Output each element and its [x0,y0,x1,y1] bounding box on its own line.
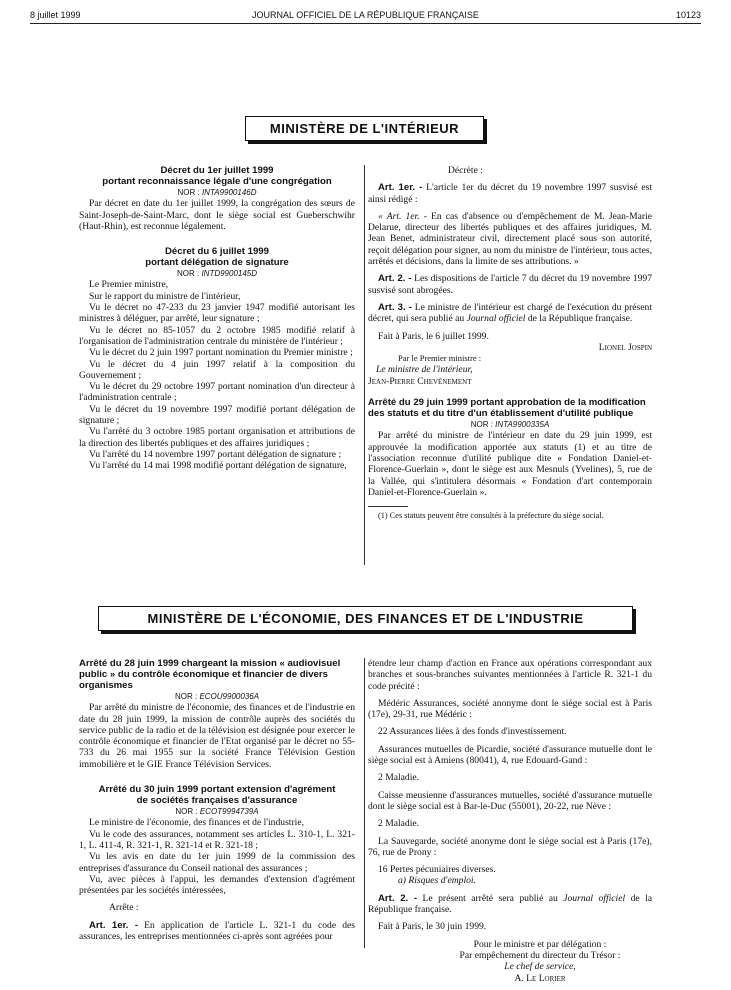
arrete-label: Arrête : [109,902,139,914]
arrete-28-juin-body: Par arrêté du ministre de l'économie, des finances et de l'industrie en date du 28 juin 1999, la mission de contrôle auprès des sociétés du service public de la radio et de la télévision est désignée pour exercer le contrôle économique et financier de l'Etat organisé par le décret no 55-733 du 26 mai 1955 sur la société France Télévision Gestion immobilière et le GIE France Télévision Services. [79,702,355,770]
insurer-item: Médéric Assurances, société anonyme dont le siège social est à Paris (17e), 29-31, rue Médéric : [368,697,652,721]
art1: Art. 1er. - L'article 1er du décret du 19 novembre 1997 susvisé est ainsi rédigé : [368,182,653,205]
insurer-item: Assurances mutuelles de Picardie, société d'assurance mutuelle dont le siège social est à Amiens (80041), 4, rue Edouard-Gand : [368,743,652,767]
decree2-para: Vu le décret no 85-1057 du 2 octobre 1985 modifié relatif à l'organisation de l'administration centrale du ministère de l'intérieur ; [79,324,355,347]
arrete-28-juin-nor: NOR : ECOU9900036A [174,692,260,701]
insurer-item: a) Risques d'emploi. [398,875,476,887]
decree2-title-line1: Décret du 6 juillet 1999 [165,246,269,258]
column-divider [364,658,365,948]
minister-title: Le ministre de l'intérieur, [376,364,473,376]
decrete-label: Décrète : [448,165,483,176]
section-title-interieur: MINISTÈRE DE L'INTÉRIEUR [245,116,484,141]
column-divider [364,165,365,565]
decree1-title-line1: Décret du 1er juillet 1999 [160,165,274,176]
par-premier-ministre: Par le Premier ministre : [398,353,482,364]
section1-left-column [79,165,355,472]
arrete-30-juin-para: Le ministre de l'économie, des finances et de l'industrie, [89,817,304,829]
arrete-30-juin-para: Vu, avec pièces à l'appui, les demandes d'extension d'agrément présentées par les sociétés intéressées, [79,873,355,897]
arrete-30-juin-para: Vu le code des assurances, notamment ses articles L. 310-1, L. 321-1, L. 411-4, R. 321-1, R. 321-14 et R. 321-18 ; [79,828,355,851]
fait-a-paris: Fait à Paris, le 6 juillet 1999. [378,330,489,342]
decree2-nor: NOR : INTD9900145D [176,269,258,279]
art3: Art. 3. - Le ministre de l'intérieur est chargé de l'exécution du présent décret, qui sera publié au Journal officiel de la République française. [368,301,652,325]
signature-line1: Pour le ministre et par délégation : [473,938,607,950]
arrete-30-juin-title-line2: de sociétés françaises d'assurance [136,795,298,807]
section2-left-column [79,658,355,942]
signature-line2: Par empêchement du directeur du Trésor : [459,949,621,961]
section1-right-column [368,165,652,521]
decree2-para: Vu le décret du 29 octobre 1997 portant nomination d'un directeur à l'administration centrale ; [79,381,355,404]
insurer-item: 2 Maladie. [378,772,420,784]
decree2-title-line2: portant délégation de signature [145,257,289,269]
art1-quote: « Art. 1er. - En cas d'absence ou d'empêchement de M. Jean-Marie Delarue, directeur des libertés publiques et des affaires juridiques, M. Jean Benet, administrateur civil, directement placé sous son autorité, reçoit délégation pour signer, au nom du ministre de l'intérieur, tous actes, arrêtés et décisions, dans la limite de ses attributions. » [368,210,653,268]
footnote-rule [368,506,408,507]
decree2-para: Vu l'arrêté du 3 octobre 1985 portant organisation et attributions de la direction des libertés publiques et des affaires juridiques ; [79,426,355,449]
insurer-item: La Sauvegarde, société anonyme dont le siège social est à Paris (17e), 76, rue de Prony : [368,835,652,858]
arrete-30-juin-title-line1: Arrêté du 30 juin 1999 portant extension d'agrément [98,784,336,796]
section-title-economie: MINISTÈRE DE L'ÉCONOMIE, DES FINANCES ET DE L'INDUSTRIE [98,606,633,631]
signer-name: Lionel Jospin [598,341,652,353]
header-page-number: 10123 [675,10,701,20]
minister-name: Jean-Pierre Chevènement [368,375,472,387]
art2: Art. 2. - Les dispositions de l'article 7 du décret du 19 novembre 1997 susvisé sont abrogées. [368,273,652,296]
footnote: (1) Ces statuts peuvent être consultés à la préfecture du siège social. [378,511,604,521]
signature-name: A. Le Lorier [514,972,566,984]
arrete-30-juin-nor: NOR : ECOT9994739A [175,807,259,817]
header-journal-title: JOURNAL OFFICIEL DE LA RÉPUBLIQUE FRANÇAISE [252,10,479,20]
decree2-para: Vu l'arrêté du 14 mai 1998 modifié portant délégation de signature, [89,460,347,472]
decree2-para: Vu le décret du 19 novembre 1997 modifié portant délégation de signature ; [79,403,355,427]
header-date: 8 juillet 1999 [30,10,81,20]
signature-line3: Le chef de service, [504,961,576,973]
decree2-para: Vu le décret du 4 juin 1997 relatif à la composition du Gouvernement ; [79,358,355,381]
art2-economie: Art. 2. - Le présent arrêté sera publié au Journal officiel de la République française. [368,892,652,916]
decree1-title-line2: portant reconnaissance légale d'une congrégation [102,176,332,187]
arrete-28-juin-title: Arrêté du 28 juin 1999 chargeant la mission « audiovisuel public » du contrôle économique et financier de divers organismes [79,658,341,691]
section2-right-column [368,658,652,984]
decree2-para: Le Premier ministre, [89,279,169,291]
fait-a-paris-economie: Fait à Paris, le 30 juin 1999. [378,921,487,933]
decree1-body: Par décret en date du 1er juillet 1999, la congrégation des sœurs de Saint-Joseph-de-Saint-Marc, dont le siège social est Gueberschwihr (Haut-Rhin), est reconnue légalement. [79,198,355,232]
insurer-item: Caisse meusienne d'assurances mutuelles, société d'assurance mutuelle dont le siège social est à Bar-le-Duc (55001), 20-22, rue Nève : [368,789,652,812]
header-rule [30,23,701,24]
decree2-para: Vu le décret no 47-233 du 23 janvier 1947 modifié autorisant les ministres à déléguer, par arrêté, leur signature ; [79,302,355,325]
decree1-nor: NOR : INTA9900146D [177,188,257,197]
art1-economie: Art. 1er. - En application de l'article L. 321-1 du code des assurances, les entreprises mentionnées ci-après sont agréées pour [79,919,355,943]
insurer-item: 2 Maladie. [378,818,420,830]
arrete-29-juin-nor: NOR : INTA9900335A [470,420,550,430]
insurer-item: 16 Pertes pécuniaires diverses. [378,864,496,876]
scope-text: étendre leur champ d'action en France aux opérations correspondant aux branches et sous-branches suivantes mentionnées à l'article R. 321-1 du code précité : [368,658,652,692]
insurer-item: 22 Assurances liées à des fonds d'investissement. [378,726,567,738]
decree2-para: Vu le décret du 2 juin 1997 portant nomination du Premier ministre ; [89,347,353,359]
arrete-30-juin-para: Vu les avis en date du 1er juin 1999 de la commission des entreprises d'assurance du Conseil national des assurances ; [79,851,355,874]
arrete-29-juin-title: Arrêté du 29 juin 1999 portant approbation de la modification des statuts et du titre d'un établissement d'utilité publique [368,397,646,420]
decree2-para: Vu l'arrêté du 14 novembre 1997 portant délégation de signature ; [89,448,342,460]
arrete-29-juin-body: Par arrêté du ministre de l'intérieur en date du 29 juin 1999, est approuvée la modification apportée aux statuts (1) et au titre de l'association reconnue d'utilité publique dite « Fondation Daniel-et-Florence-Guerlain », dont le siège est aux Mesnuls (Yvelines), 5, rue de la Vallée, qui s'intitulera désormais « Fondation d'art contemporain Daniel-et-Florence-Guerlain ». [368,430,652,498]
decree2-para: Sur le rapport du ministre de l'intérieur, [89,290,241,302]
